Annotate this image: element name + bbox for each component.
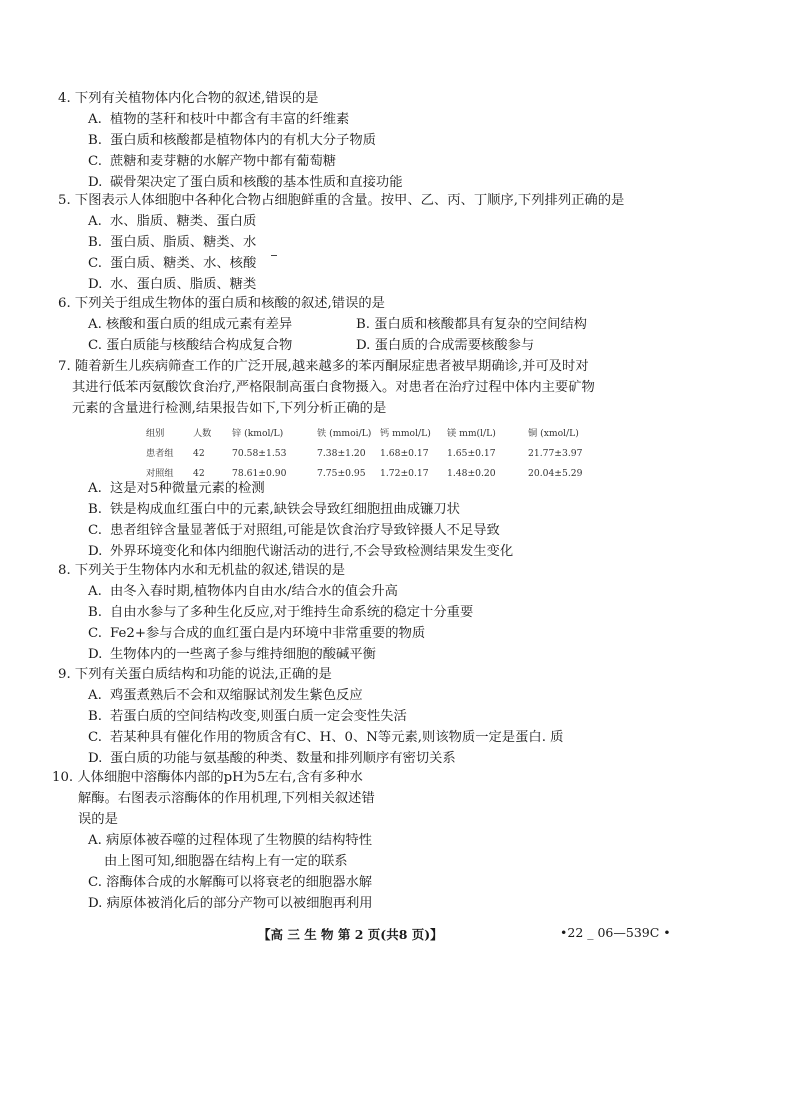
table-header-cell: 人数 (193, 428, 212, 439)
question-stem-cont: 解酶。右图表示溶酶体的作用机理,下列相关叙述错 (78, 791, 375, 806)
table-cell: 78.61±0.90 (232, 468, 287, 479)
table-header-cell: 组别 (146, 428, 165, 439)
question-stem: 10. 人体细胞中溶酶体内部的pH为5左右,含有多种水 (52, 770, 363, 785)
option-c: C. 溶酶体合成的水解酶可以将衰老的细胞器水解 (88, 875, 373, 890)
option-d: D. 蛋白质的合成需要核酸参与 (356, 338, 535, 353)
table-cell: 1.48±0.20 (447, 468, 496, 479)
table-cell: 70.58±1.53 (232, 448, 287, 459)
question-stem-cont: 元素的含量进行检测,结果报告如下,下列分析正确的是 (72, 401, 387, 416)
table-header-cell: 镁 mm(l/L) (447, 428, 496, 439)
question-stem: 4. 下列有关植物体内化合物的叙述,错误的是 (58, 91, 319, 106)
option-b: B. 自由水参与了多种生化反应,对于维持生命系统的稳定十分重要 (88, 605, 474, 620)
question-9 (58, 664, 738, 769)
option-c: C. 患者组锌含量显著低于对照组,可能是饮食治疗导致锌摄人不足导致 (88, 523, 500, 538)
table-cell: 患者组 (146, 448, 174, 459)
option-b: B. 蛋白质和核酸都具有复杂的空间结构 (356, 317, 587, 332)
option-c: C. 蔗糖和麦芽糖的水解产物中都有葡萄糖 (88, 154, 337, 169)
question-stem-cont: 其进行低苯丙氨酸饮食治疗,严格限制高蛋白食物摄入。对患者在治疗过程中体内主要矿物 (72, 380, 595, 395)
question-5 (58, 190, 738, 295)
option-row (58, 314, 738, 335)
option-d: D. 碳骨架决定了蛋白质和核酸的基本性质和直接功能 (88, 175, 403, 190)
table-cell: 1.72±0.17 (380, 468, 429, 479)
footer-exam-code: •22 _ 06—539C • (560, 925, 671, 940)
table-cell: 1.68±0.17 (380, 448, 429, 459)
table-cell: 20.04±5.29 (528, 468, 583, 479)
option-b: B. 蛋白质和核酸都是植物体内的有机大分子物质 (88, 133, 376, 148)
footer-page-info: 【高 三 生 物 第 2 页(共8 页)】 (258, 927, 443, 942)
option-d: D. 水、蛋白质、脂质、糖类 (88, 277, 257, 292)
question-4 (58, 88, 738, 193)
table-cell: 42 (193, 448, 205, 459)
table-row (146, 444, 589, 464)
table-header-row (146, 424, 589, 444)
option-b: 由上图可知,细胞器在结构上有一定的联系 (104, 854, 348, 869)
table-header-cell: 铁 (mmoi/L) (317, 428, 372, 439)
mineral-report-table (146, 424, 589, 484)
option-a: A. 植物的茎秆和枝叶中都含有丰富的纤维素 (88, 112, 350, 127)
question-stem-cont: 误的是 (78, 812, 118, 827)
option-d: D. 蛋白质的功能与氨基酸的种类、数量和排列顺序有密切关系 (88, 751, 456, 766)
option-c: C. 蛋白质、糖类、水、核酸 (88, 256, 257, 271)
table-cell: 对照组 (146, 468, 174, 479)
option-d: D. 外界环境变化和体内细胞代谢活动的进行,不会导致检测结果发生变化 (88, 544, 514, 559)
table-header-cell: 钙 mmol/L) (380, 428, 431, 439)
stray-mark (271, 255, 277, 256)
question-stem: 7. 随着新生儿疾病筛查工作的广泛开展,越来越多的苯丙酮尿症患者被早期确诊,并可及时对 (58, 359, 589, 374)
option-a: A. 水、脂质、糖类、蛋白质 (88, 214, 257, 229)
question-stem: 5. 下图表示人体细胞中各种化合物占细胞鲜重的含量。按甲、乙、丙、丁顺序,下列排列正确的是 (58, 193, 625, 208)
table-cell: 1.65±0.17 (447, 448, 496, 459)
option-c: C. 蛋白质能与核酸结合构成复合物 (88, 338, 293, 353)
option-b: B. 若蛋白质的空间结构改变,则蛋白质一定会变性失活 (88, 709, 407, 724)
question-10 (52, 767, 732, 914)
table-header-cell: 锌 (kmol/L) (232, 428, 284, 439)
option-a: A. 病原体被吞噬的过程体现了生物膜的结构特性 (88, 833, 372, 848)
option-c: C. Fe2+参与合成的血红蛋白是内环境中非常重要的物质 (88, 626, 426, 641)
option-a: A. 这是对5种微量元素的检测 (88, 481, 265, 496)
option-row (58, 335, 738, 356)
question-stem: 8. 下列关于生物体内水和无机盐的叙述,错误的是 (58, 563, 346, 578)
question-6 (58, 293, 738, 356)
table-header-cell: 铜 (xmol/L) (528, 428, 579, 439)
option-a: A. 鸡蛋煮熟后不会和双缩脲试剂发生紫色反应 (88, 688, 363, 703)
question-8 (58, 560, 738, 665)
option-d: D. 病原体被消化后的部分产物可以被细胞再利用 (88, 896, 373, 911)
option-b: B. 蛋白质、脂质、糖类、水 (88, 235, 257, 250)
option-c: C. 若某种具有催化作用的物质含有C、H、0、N等元素,则该物质一定是蛋白. 质 (88, 730, 564, 745)
question-stem: 9. 下列有关蛋白质结构和功能的说法,正确的是 (58, 667, 332, 682)
table-cell: 42 (193, 468, 205, 479)
option-b: B. 铁是构成血红蛋白中的元素,缺铁会导致红细胞扭曲成镰刀状 (88, 502, 460, 517)
option-d: D. 生物体内的一些离子参与维持细胞的酸碱平衡 (88, 647, 376, 662)
question-stem: 6. 下列关于组成生物体的蛋白质和核酸的叙述,错误的是 (58, 296, 385, 311)
table-cell: 7.75±0.95 (317, 468, 366, 479)
question-7 (58, 356, 738, 419)
option-a: A. 核酸和蛋白质的组成元素有差异 (88, 317, 293, 332)
question-7-options (58, 478, 738, 562)
table-cell: 7.38±1.20 (317, 448, 366, 459)
table-cell: 21.77±3.97 (528, 448, 583, 459)
option-a: A. 由冬入春时期,植物体内自由水/结合水的值会升高 (88, 584, 398, 599)
